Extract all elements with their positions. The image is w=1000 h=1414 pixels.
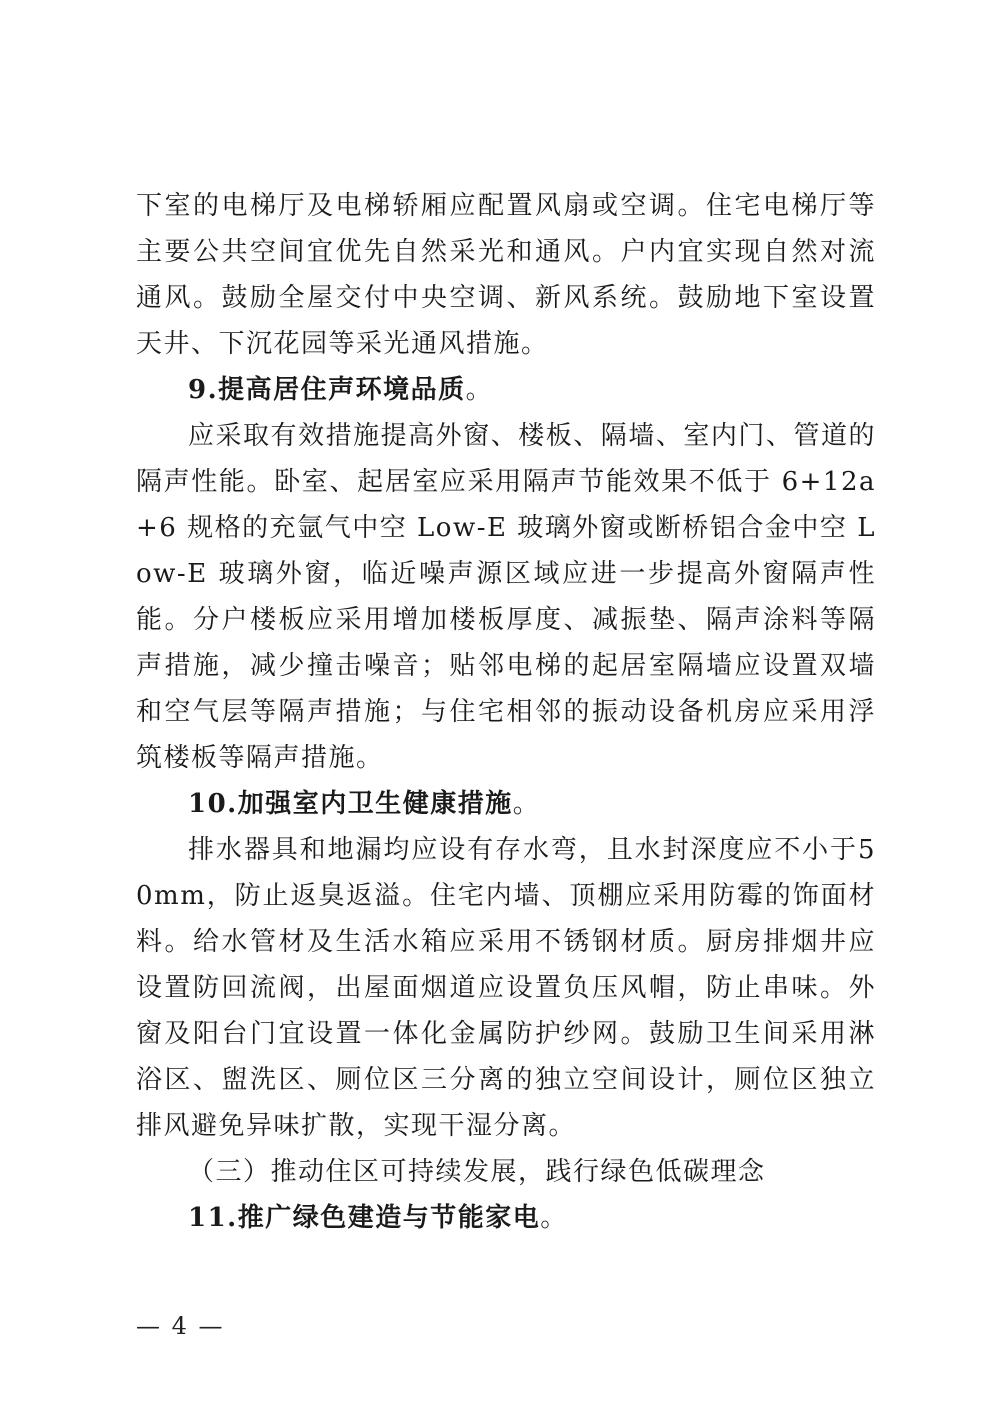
page-number: — 4 — (136, 1312, 225, 1340)
paragraph-sound-environment: 应采取有效措施提高外窗、楼板、隔墙、室内门、管道的隔声性能。卧室、起居室应采用隔声节能效果不低于 6+12a+6 规格的充氩气中空 Low-E 玻璃外窗或断桥铝合金中空 Low-E 玻璃外窗，临近噪声源区域应进一步提高外窗隔声性能。分户楼板应采用增加楼板厚度、减振垫、隔声涂料等隔声措施，减少撞击噪音；贴邻电梯的起居室隔墙应设置双墙和空气层等隔声措施；与住宅相邻的振动设备机房应采用浮筑楼板等隔声措施。 (136, 421, 876, 773)
heading-item-10-period: 。 (512, 789, 541, 819)
heading-item-9-text: 9.提高居住声环境品质 (188, 375, 466, 405)
paragraph-ventilation-continued: 下室的电梯厅及电梯轿厢应配置风扇或空调。住宅电梯厅等主要公共空间宜优先自然采光和通风。户内宜实现自然对流通风。鼓励全屋交付中央空调、新风系统。鼓励地下室设置天井、下沉花园等采光通风措施。 (136, 191, 876, 359)
heading-item-11-period: 。 (540, 1203, 568, 1233)
heading-item-10 (136, 781, 876, 827)
heading-item-11-text: 11.推广绿色建造与节能家电 (188, 1203, 541, 1233)
heading-item-10-text: 10.加强室内卫生健康措施 (188, 789, 513, 819)
heading-item-9-period: 。 (465, 375, 494, 405)
paragraph-indoor-hygiene: 排水器具和地漏均应设有存水弯，且水封深度应不小于50mm，防止返臭返溢。住宅内墙、顶棚应采用防霉的饰面材料。给水管材及生活水箱应采用不锈钢材质。厨房排烟井应设置防回流阀，出屋面烟道应设置负压风帽，防止串味。外窗及阳台门宜设置一体化金属防护纱网。鼓励卫生间采用淋浴区、盥洗区、厕位区三分离的独立空间设计，厕位区独立排风避免异味扩散，实现干湿分离。 (136, 835, 876, 1141)
heading-item-9 (136, 367, 876, 413)
section-title-3: （三）推动住区可持续发展，践行绿色低碳理念 (188, 1157, 766, 1187)
document-body (136, 183, 876, 1241)
heading-item-11 (136, 1195, 876, 1241)
